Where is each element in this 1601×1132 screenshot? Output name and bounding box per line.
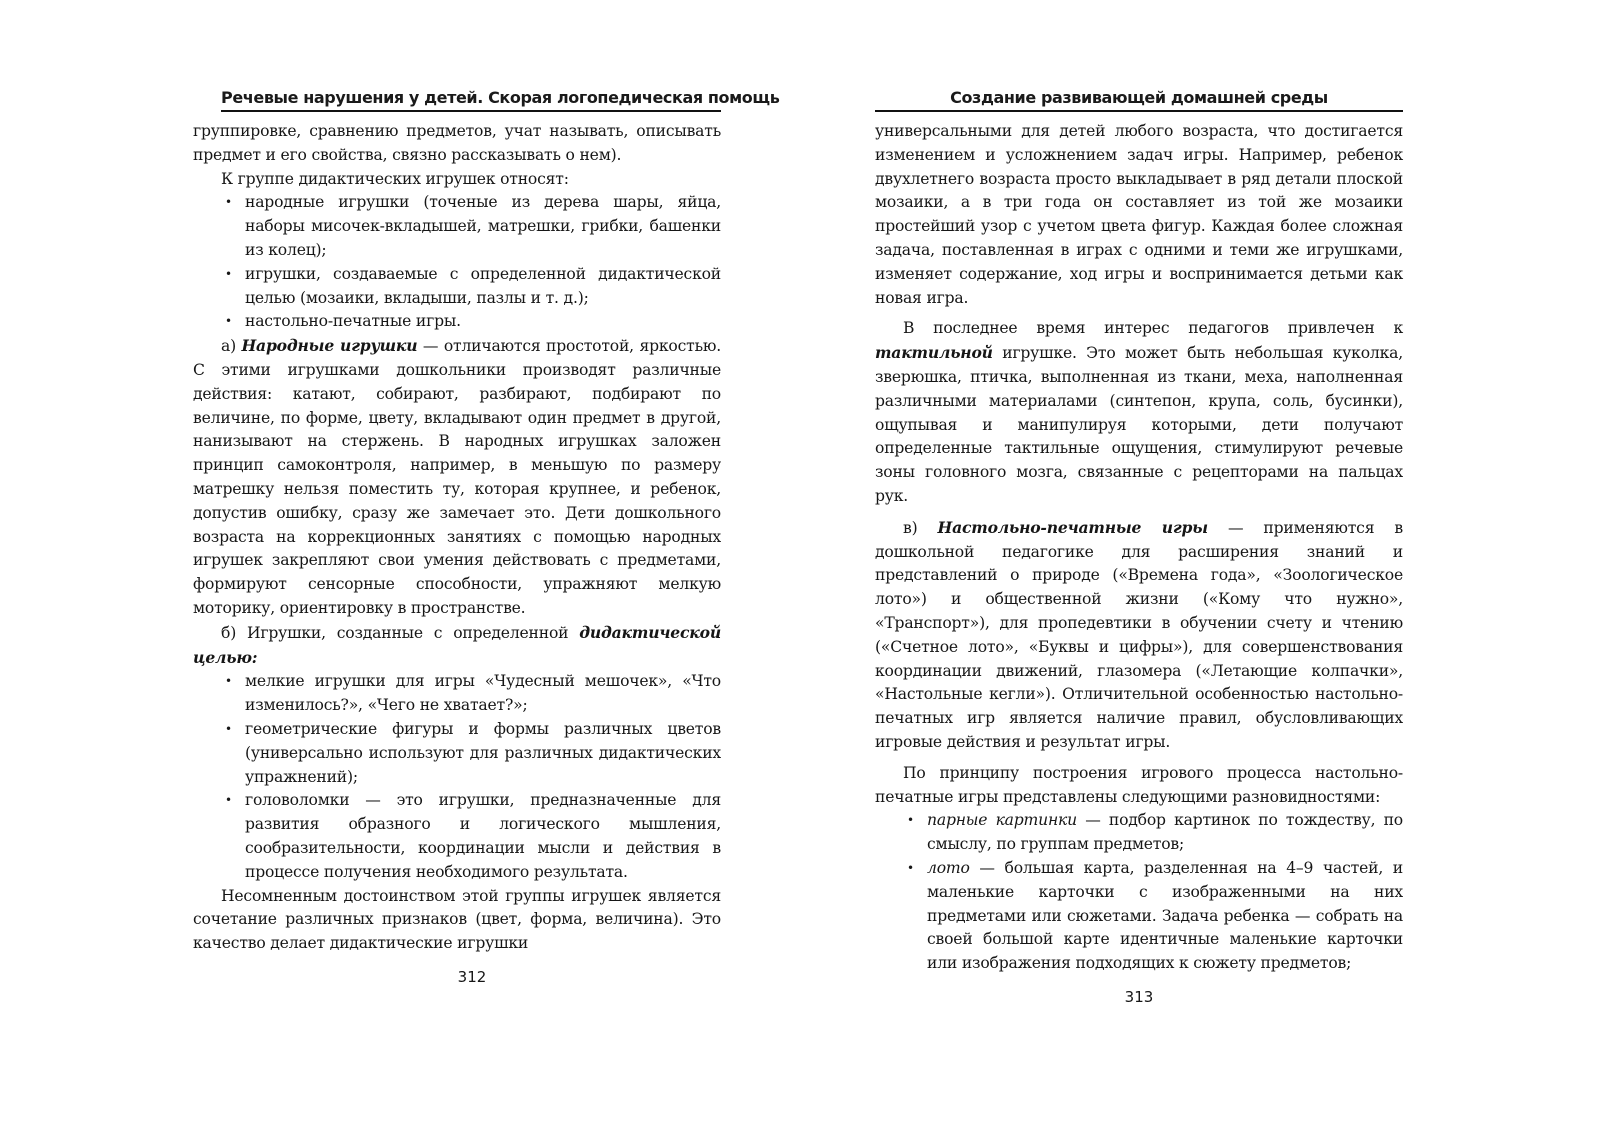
list-item: • головоломки — это игрушки, предназначенные для развития образного и логического мышления, сообразительности, координации мысли и действия в процессе получения необходимого результата. (225, 791, 721, 881)
bullet-list-didactic-toys (193, 670, 721, 884)
running-header-right: Создание развивающей домашней среды (875, 88, 1403, 112)
bullet-list-toy-groups (193, 191, 721, 334)
right-page (875, 88, 1403, 1006)
bullet-icon: • (225, 793, 232, 808)
bullet-icon: • (907, 813, 914, 828)
bullet-icon: • (225, 266, 232, 281)
page-number-left: 312 (457, 967, 487, 986)
term-didactic-purpose: дидактической целью: (193, 622, 721, 667)
list-item: • геометрические фигуры и формы различных цветов (универсально используют для различных дидактических упражнений); (225, 719, 721, 786)
paragraph-didactic-toys: б) Игрушки, созданные с определенной дидактической целью: (193, 622, 721, 667)
bullet-icon: • (907, 860, 914, 875)
list-item: • народные игрушки (точеные из дерева шары, яйца, наборы мисочек-вкладышей, матрешки, грибки, башенки из колец); (225, 193, 721, 259)
list-item: • настольно-печатные игры. (193, 310, 721, 334)
list-item: • мелкие игрушки для игры «Чудесный мешочек», «Что изменилось?», «Чего не хватает?»; (225, 672, 721, 715)
term-folk-toys: Народные игрушки (241, 336, 418, 356)
bullet-icon: • (225, 721, 232, 736)
paragraph: универсальными для детей любого возраста, что достигается изменением и усложнением задач игры. Например, ребенок двухлетнего возраста просто выкладывает в ряд детали плоской мозаики, а в три года он составляет из той же мозаики простейший узор с учетом цвета фигур. Каждая более сложная задача, поставленная в играх с одними и теми же игрушками, изменяет содержание, ход игры и воспринимается детьми как новая игра. (875, 122, 1403, 307)
list-item: • лото — большая карта, разделенная на 4–9 частей, и маленькие карточки с изображенными на них предметами или сюжетами. Задача ребенка — собрать на своей большой карте идентичные маленькие карточки или изображения подходящих к сюжету предметов; (907, 858, 1403, 973)
paragraph: По принципу построения игрового процесса настольно-печатные игры представлены следующими разновидностями: (875, 763, 1403, 806)
paragraph: Несомненным достоинством этой группы игрушек является сочетание различных признаков (цвет, форма, величина). Это качество делает дидактические игрушки (193, 886, 721, 953)
term-board-games: Настольно-печатные игры (937, 517, 1208, 537)
bullet-icon: • (225, 674, 232, 689)
paragraph: К группе дидактических игрушек относят: (221, 169, 569, 188)
term-tactile: тактильной (875, 343, 993, 363)
list-item: • парные картинки — подбор картинок по тождеству, по смыслу, по группам предметов; (907, 811, 1403, 854)
term-paired-pictures: парные картинки (927, 811, 1078, 830)
bullet-list-game-types (875, 809, 1403, 976)
paragraph-board-games: в) Настольно-печатные игры — применяются в дошкольной педагогике для расширения знаний и представлений о природе («Времена года», «Зоологическое лото») и общественной жизни («Кому что нужно», «Транспорт»), для пропедевтики в обучении счету и чтению («Счетное лото», «Буквы и цифры»), для совершенствования координации движений, глазомера («Летающие колпачки», «Настольные кегли»). Отличительной особенностью настольно-печатных игр является наличие правил, обусловливающих игровые действия и результат игры. (875, 517, 1403, 751)
paragraph: группировке, сравнению предметов, учат называть, описывать предмет и его свойства, связно рассказывать о нем). (193, 122, 721, 164)
bullet-icon: • (225, 314, 232, 329)
left-page (193, 88, 780, 986)
term-lotto: лото (927, 858, 970, 877)
page-number-right: 313 (1124, 987, 1154, 1006)
bullet-icon: • (225, 195, 232, 210)
list-item: • игрушки, создаваемые с определенной дидактической целью (мозаики, вкладыши, пазлы и т. д.); (225, 264, 721, 307)
running-header-left: Речевые нарушения у детей. Скорая логопедическая помощь (221, 88, 721, 112)
paragraph-tactile-toy: В последнее время интерес педагогов привлечен к тактильной игрушке. Это может быть небольшая куколка, зверюшка, птичка, выполненная из ткани, меха, наполненная различными материалами (синтепон, крупа, соль, бусинки), ощупывая и манипулируя которыми, дети получают определенные тактильные ощущения, стимулируют речевые зоны головного мозга, связанные с рецепторами на пальцах рук. (875, 319, 1403, 505)
paragraph-folk-toys: а) Народные игрушки — отличаются простотой, яркостью. С этими игрушками дошкольники производят различные действия: катают, собирают, разбирают, подбирают по величине, по форме, цвету, вкладывают один предмет в другой, нанизывают на стержень. В народных игрушках заложен принцип самоконтроля, например, в меньшую по размеру матрешку нельзя поместить ту, которая крупнее, и ребенок, допустив ошибку, сразу же замечает это. Дети дошкольного возраста на коррекционных занятиях с помощью народных игрушек закрепляют свои умения действовать с предметами, формируют сенсорные способности, упражняют мелкую моторику, ориентировку в пространстве. (193, 336, 721, 617)
